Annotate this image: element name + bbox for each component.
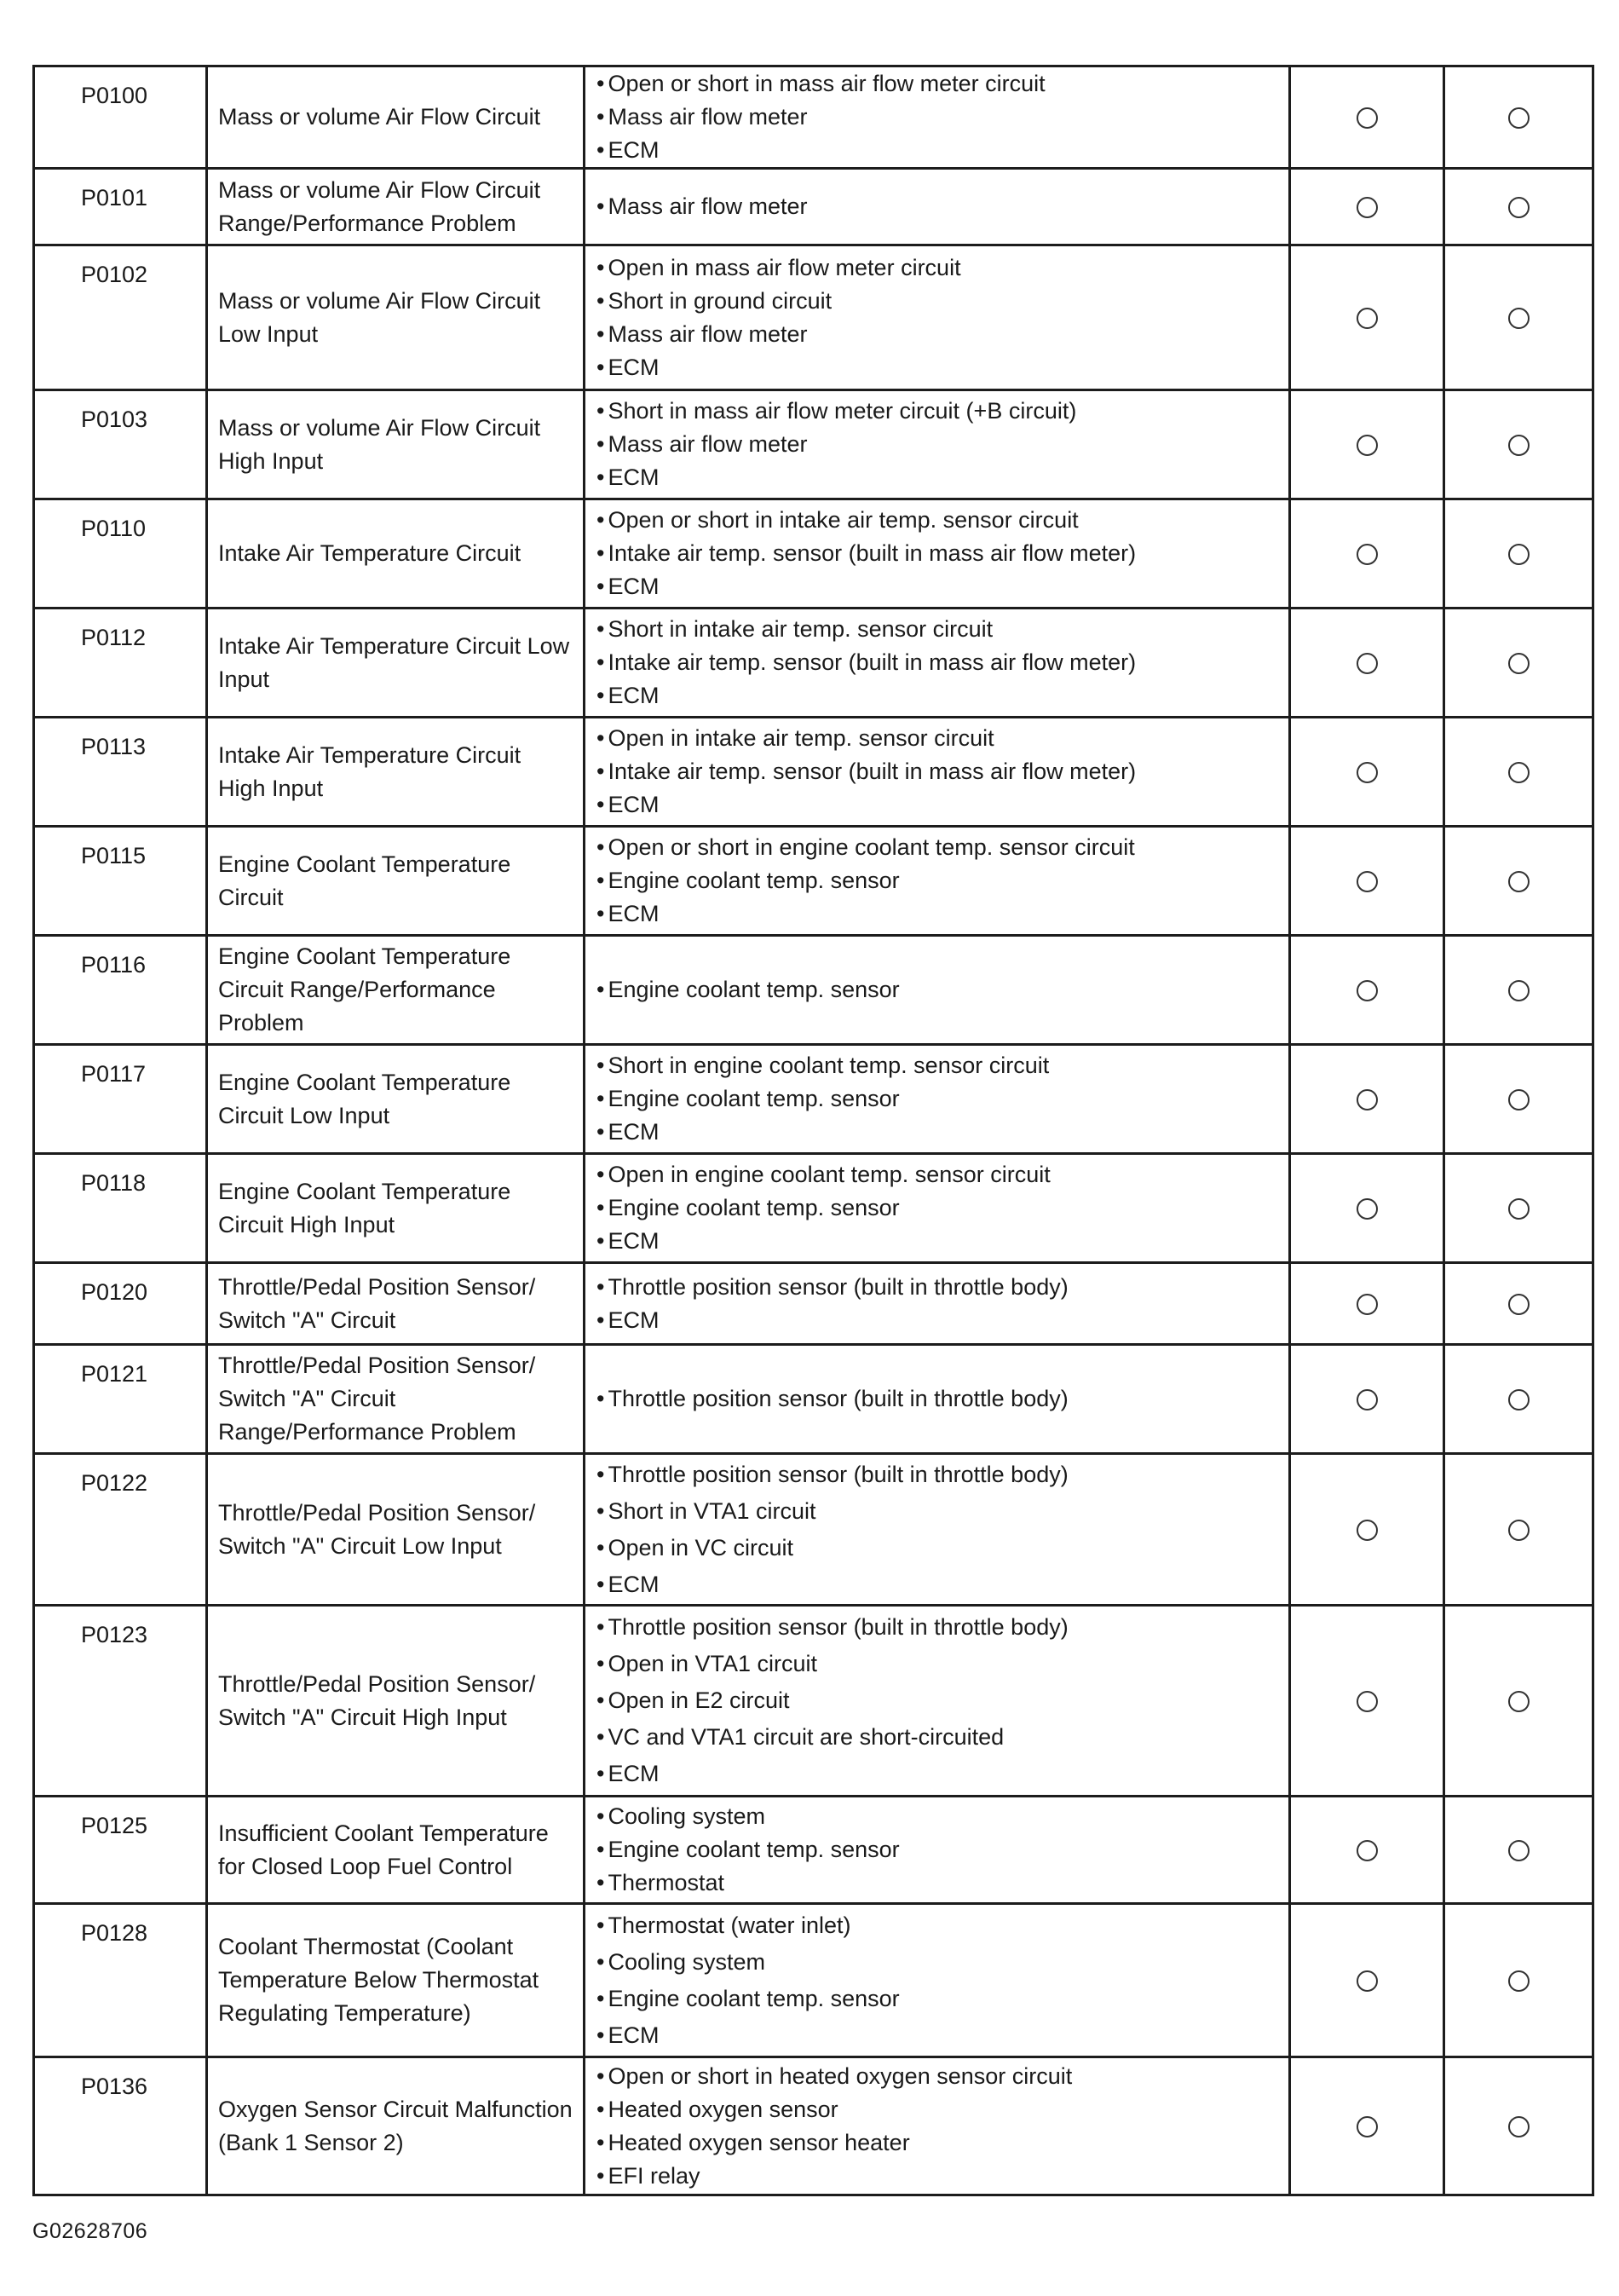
circle-icon [1508, 1294, 1530, 1315]
memory-mark-cell [1444, 827, 1593, 936]
dtc-code: P0113 [34, 718, 207, 827]
trouble-area-item: • Engine coolant temp. sensor [596, 1191, 1282, 1225]
trouble-area-item: • Throttle position sensor (built in throttle body) [596, 1457, 1282, 1493]
circle-icon [1508, 2116, 1530, 2137]
trouble-area-item: • Heated oxygen sensor [596, 2093, 1282, 2126]
table-row [34, 1606, 1593, 1797]
trouble-area-item: • Open in intake air temp. sensor circuit [596, 722, 1282, 755]
memory-mark-cell [1444, 1045, 1593, 1154]
circle-icon [1357, 653, 1378, 674]
dtc-description: Intake Air Temperature Circuit [207, 499, 585, 609]
mil-mark-cell [1290, 1606, 1444, 1797]
circle-icon [1508, 1389, 1530, 1410]
circle-icon [1357, 107, 1378, 129]
trouble-area-item: • Open in mass air flow meter circuit [596, 251, 1282, 285]
circle-icon [1508, 1840, 1530, 1861]
trouble-area-list [585, 169, 1290, 245]
table-row [34, 827, 1593, 936]
trouble-area-item: • Short in intake air temp. sensor circuit [596, 613, 1282, 646]
table-row [34, 499, 1593, 609]
table-row [34, 245, 1593, 390]
trouble-area-item: • Short in engine coolant temp. sensor circuit [596, 1049, 1282, 1082]
circle-icon [1357, 197, 1378, 218]
table-row [34, 1904, 1593, 2057]
dtc-description: Mass or volume Air Flow Circuit High Input [207, 390, 585, 499]
dtc-description: Coolant Thermostat (Coolant Temperature Below Thermostat Regulating Temperature) [207, 1904, 585, 2057]
dtc-description: Throttle/Pedal Position Sensor/ Switch "A" Circuit High Input [207, 1606, 585, 1797]
dtc-description: Throttle/Pedal Position Sensor/ Switch "A" Circuit [207, 1263, 585, 1345]
trouble-area-item: • Engine coolant temp. sensor [596, 864, 1282, 897]
trouble-area-list [585, 1454, 1290, 1606]
trouble-area-item: • Open in engine coolant temp. sensor circuit [596, 1158, 1282, 1191]
trouble-area-item: • Mass air flow meter [596, 428, 1282, 461]
memory-mark-cell [1444, 1454, 1593, 1606]
dtc-description: Mass or volume Air Flow Circuit [207, 66, 585, 169]
mil-mark-cell [1290, 609, 1444, 718]
circle-icon [1508, 544, 1530, 565]
mil-mark-cell [1290, 2057, 1444, 2195]
trouble-area-list [585, 66, 1290, 169]
dtc-description: Engine Coolant Temperature Circuit Low Input [207, 1045, 585, 1154]
circle-icon [1357, 544, 1378, 565]
trouble-area-item: • ECM [596, 351, 1282, 384]
trouble-area-list [585, 2057, 1290, 2195]
circle-icon [1357, 1520, 1378, 1541]
trouble-area-item: • Cooling system [596, 1944, 1282, 1981]
dtc-code: P0117 [34, 1045, 207, 1154]
table-row [34, 1263, 1593, 1345]
trouble-area-item: • VC and VTA1 circuit are short-circuited [596, 1719, 1282, 1756]
table-row [34, 1345, 1593, 1454]
trouble-area-list [585, 390, 1290, 499]
mil-mark-cell [1290, 1263, 1444, 1345]
table-row [34, 1797, 1593, 1904]
dtc-code: P0110 [34, 499, 207, 609]
circle-icon [1508, 1520, 1530, 1541]
trouble-area-item: • Intake air temp. sensor (built in mass air flow meter) [596, 646, 1282, 679]
trouble-area-list [585, 1904, 1290, 2057]
mil-mark-cell [1290, 1345, 1444, 1454]
memory-mark-cell [1444, 390, 1593, 499]
trouble-area-list [585, 1606, 1290, 1797]
memory-mark-cell [1444, 2057, 1593, 2195]
dtc-description: Engine Coolant Temperature Circuit High Input [207, 1154, 585, 1263]
trouble-area-item: • Open or short in engine coolant temp. sensor circuit [596, 831, 1282, 864]
trouble-area-item: • Throttle position sensor (built in throttle body) [596, 1271, 1282, 1304]
dtc-description: Intake Air Temperature Circuit Low Input [207, 609, 585, 718]
trouble-area-item: • Thermostat [596, 1866, 1282, 1900]
trouble-area-list [585, 936, 1290, 1045]
trouble-area-list [585, 1263, 1290, 1345]
table-row [34, 936, 1593, 1045]
trouble-area-item: • ECM [596, 788, 1282, 822]
circle-icon [1508, 980, 1530, 1001]
memory-mark-cell [1444, 66, 1593, 169]
trouble-area-list [585, 1154, 1290, 1263]
circle-icon [1357, 980, 1378, 1001]
circle-icon [1508, 308, 1530, 329]
table-row [34, 169, 1593, 245]
dtc-code: P0123 [34, 1606, 207, 1797]
dtc-code: P0136 [34, 2057, 207, 2195]
mil-mark-cell [1290, 245, 1444, 390]
mil-mark-cell [1290, 936, 1444, 1045]
circle-icon [1508, 197, 1530, 218]
trouble-area-item: • Heated oxygen sensor heater [596, 2126, 1282, 2160]
trouble-area-item: • ECM [596, 1566, 1282, 1603]
mil-mark-cell [1290, 1454, 1444, 1606]
table-row [34, 2057, 1593, 2195]
trouble-area-list [585, 1045, 1290, 1154]
dtc-description: Mass or volume Air Flow Circuit Low Input [207, 245, 585, 390]
circle-icon [1357, 2116, 1378, 2137]
mil-mark-cell [1290, 1045, 1444, 1154]
trouble-area-list [585, 245, 1290, 390]
trouble-area-item: • ECM [596, 1225, 1282, 1258]
circle-icon [1357, 1089, 1378, 1111]
trouble-area-item: • Engine coolant temp. sensor [596, 1082, 1282, 1116]
dtc-code: P0102 [34, 245, 207, 390]
table-row [34, 1454, 1593, 1606]
circle-icon [1357, 1389, 1378, 1410]
trouble-area-item: • Open in E2 circuit [596, 1682, 1282, 1719]
dtc-code: P0118 [34, 1154, 207, 1263]
trouble-area-item: • ECM [596, 570, 1282, 603]
dtc-code: P0128 [34, 1904, 207, 2057]
dtc-description: Throttle/Pedal Position Sensor/ Switch "A" Circuit Low Input [207, 1454, 585, 1606]
circle-icon [1508, 762, 1530, 783]
circle-icon [1357, 1840, 1378, 1861]
table-row [34, 66, 1593, 169]
mil-mark-cell [1290, 1154, 1444, 1263]
trouble-area-item: • Short in ground circuit [596, 285, 1282, 318]
dtc-table-body [34, 66, 1593, 2195]
trouble-area-item: • EFI relay [596, 2160, 1282, 2193]
trouble-area-item: • Open or short in intake air temp. sensor circuit [596, 504, 1282, 537]
trouble-area-item: • Throttle position sensor (built in throttle body) [596, 1382, 1282, 1416]
circle-icon [1508, 1198, 1530, 1220]
memory-mark-cell [1444, 1797, 1593, 1904]
dtc-description: Insufficient Coolant Temperature for Closed Loop Fuel Control [207, 1797, 585, 1904]
memory-mark-cell [1444, 169, 1593, 245]
circle-icon [1357, 1970, 1378, 1992]
memory-mark-cell [1444, 718, 1593, 827]
memory-mark-cell [1444, 1904, 1593, 2057]
trouble-area-item: • Open in VTA1 circuit [596, 1646, 1282, 1682]
trouble-area-item: • Open in VC circuit [596, 1530, 1282, 1566]
mil-mark-cell [1290, 1797, 1444, 1904]
circle-icon [1357, 1294, 1378, 1315]
circle-icon [1357, 762, 1378, 783]
dtc-description: Throttle/Pedal Position Sensor/ Switch "A" Circuit Range/Performance Problem [207, 1345, 585, 1454]
trouble-area-item: • Mass air flow meter [596, 318, 1282, 351]
dtc-code: P0115 [34, 827, 207, 936]
memory-mark-cell [1444, 936, 1593, 1045]
memory-mark-cell [1444, 609, 1593, 718]
trouble-area-item: • ECM [596, 897, 1282, 931]
trouble-area-item: • ECM [596, 2017, 1282, 2054]
trouble-area-item: • ECM [596, 1116, 1282, 1149]
circle-icon [1508, 1691, 1530, 1712]
trouble-area-item: • Open or short in mass air flow meter circuit [596, 67, 1282, 101]
trouble-area-item: • Engine coolant temp. sensor [596, 1833, 1282, 1866]
trouble-area-list [585, 609, 1290, 718]
memory-mark-cell [1444, 1154, 1593, 1263]
mil-mark-cell [1290, 169, 1444, 245]
dtc-code: P0125 [34, 1797, 207, 1904]
dtc-code: P0121 [34, 1345, 207, 1454]
trouble-area-list [585, 827, 1290, 936]
circle-icon [1357, 435, 1378, 456]
dtc-description: Intake Air Temperature Circuit High Input [207, 718, 585, 827]
trouble-area-item: • Throttle position sensor (built in throttle body) [596, 1609, 1282, 1646]
circle-icon [1508, 435, 1530, 456]
trouble-area-list [585, 499, 1290, 609]
mil-mark-cell [1290, 1904, 1444, 2057]
dtc-code: P0120 [34, 1263, 207, 1345]
circle-icon [1357, 871, 1378, 892]
table-row [34, 390, 1593, 499]
table-row [34, 1154, 1593, 1263]
memory-mark-cell [1444, 1263, 1593, 1345]
memory-mark-cell [1444, 1606, 1593, 1797]
dtc-code: P0122 [34, 1454, 207, 1606]
trouble-area-item: • ECM [596, 679, 1282, 712]
circle-icon [1357, 1198, 1378, 1220]
table-row [34, 718, 1593, 827]
dtc-description: Oxygen Sensor Circuit Malfunction (Bank 1 Sensor 2) [207, 2057, 585, 2195]
mil-mark-cell [1290, 66, 1444, 169]
dtc-description: Engine Coolant Temperature Circuit [207, 827, 585, 936]
dtc-code: P0101 [34, 169, 207, 245]
trouble-area-item: • ECM [596, 1304, 1282, 1337]
trouble-area-item: • ECM [596, 461, 1282, 494]
trouble-area-item: • Mass air flow meter [596, 190, 1282, 223]
memory-mark-cell [1444, 245, 1593, 390]
trouble-area-item: • ECM [596, 1756, 1282, 1792]
table-row [34, 609, 1593, 718]
table-row [34, 1045, 1593, 1154]
mil-mark-cell [1290, 718, 1444, 827]
trouble-area-list [585, 718, 1290, 827]
trouble-area-item: • Thermostat (water inlet) [596, 1907, 1282, 1944]
dtc-description: Engine Coolant Temperature Circuit Range/Performance Problem [207, 936, 585, 1045]
mil-mark-cell [1290, 499, 1444, 609]
trouble-area-list [585, 1345, 1290, 1454]
trouble-area-list [585, 1797, 1290, 1904]
trouble-area-item: • Engine coolant temp. sensor [596, 1981, 1282, 2017]
trouble-area-item: • Open or short in heated oxygen sensor circuit [596, 2060, 1282, 2093]
memory-mark-cell [1444, 499, 1593, 609]
trouble-area-item: • Intake air temp. sensor (built in mass air flow meter) [596, 755, 1282, 788]
mil-mark-cell [1290, 827, 1444, 936]
dtc-table [32, 65, 1594, 2196]
dtc-code: P0116 [34, 936, 207, 1045]
dtc-code: P0103 [34, 390, 207, 499]
figure-id: G02628706 [32, 2219, 148, 2243]
circle-icon [1508, 107, 1530, 129]
trouble-area-item: • Short in VTA1 circuit [596, 1493, 1282, 1530]
circle-icon [1357, 1691, 1378, 1712]
trouble-area-item: • Intake air temp. sensor (built in mass air flow meter) [596, 537, 1282, 570]
trouble-area-item: • Cooling system [596, 1800, 1282, 1833]
circle-icon [1508, 653, 1530, 674]
dtc-code: P0100 [34, 66, 207, 169]
dtc-description: Mass or volume Air Flow Circuit Range/Performance Problem [207, 169, 585, 245]
circle-icon [1357, 308, 1378, 329]
trouble-area-item: • Engine coolant temp. sensor [596, 973, 1282, 1007]
memory-mark-cell [1444, 1345, 1593, 1454]
mil-mark-cell [1290, 390, 1444, 499]
trouble-area-item: • ECM [596, 134, 1282, 167]
dtc-code: P0112 [34, 609, 207, 718]
circle-icon [1508, 1089, 1530, 1111]
trouble-area-item: • Mass air flow meter [596, 101, 1282, 134]
trouble-area-item: • Short in mass air flow meter circuit (+B circuit) [596, 395, 1282, 428]
circle-icon [1508, 871, 1530, 892]
circle-icon [1508, 1970, 1530, 1992]
